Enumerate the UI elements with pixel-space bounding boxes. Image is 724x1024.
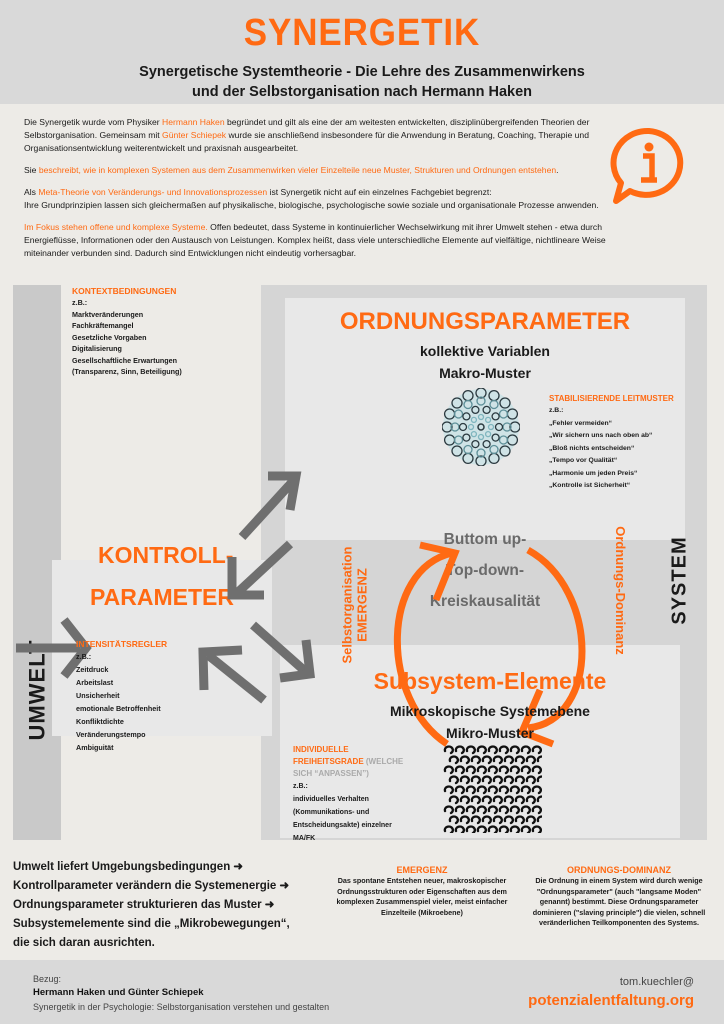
list-item: „Fehler vermeiden“ bbox=[549, 419, 613, 427]
text: FREIHEITSGRADE bbox=[293, 757, 364, 766]
text: begründet und gilt als eine der am weitesten entwickelten, disziplinübergreifenden Theorien der Selbstorganisation. Gemeinsam mit bbox=[24, 117, 590, 140]
list-item: (Transparenz, Sinn, Beteiligung) bbox=[72, 367, 182, 376]
list-item: Konfliktdichte bbox=[76, 717, 124, 726]
subtitle-line: Synergetische Systemtheorie - Die Lehre des Zusammenwirkens bbox=[139, 64, 585, 80]
list-item: „Harmonie um jeden Preis“ bbox=[549, 469, 638, 477]
leopard-spot bbox=[500, 807, 508, 813]
leopard-spot bbox=[522, 787, 530, 793]
leopard-spot bbox=[538, 757, 542, 763]
reference-label: Bezug: bbox=[33, 974, 62, 984]
leopard-spot bbox=[489, 787, 497, 793]
summary-text bbox=[13, 858, 323, 953]
highlight: Hermann Haken bbox=[162, 117, 225, 127]
leopard-spot bbox=[461, 777, 469, 783]
arrow-to-kontroll-icon bbox=[237, 544, 290, 593]
text: Ihre Grundprinzipien lassen sich gleichermaßen auf physikalische, biologische, psychologische sowie soziale und organisationale Prozesse anwenden. bbox=[24, 200, 599, 210]
subsystem-subtitle bbox=[280, 700, 700, 744]
intensitaet-heading: INTENSITÄTSREGLER bbox=[76, 639, 168, 649]
text: Kontrollparameter verändern die Systemenergie ➜ bbox=[13, 880, 290, 892]
list-item: „Tempo vor Qualität“ bbox=[549, 457, 618, 464]
leopard-spot bbox=[527, 797, 535, 803]
text: Sie bbox=[24, 165, 39, 175]
list-item: z.B.: bbox=[293, 783, 308, 790]
emergenz-definition bbox=[332, 864, 512, 918]
leopard-spot bbox=[538, 797, 542, 803]
text: EMERGENZ bbox=[355, 568, 370, 642]
list-item: „Wir sichern uns nach oben ab“ bbox=[549, 432, 653, 439]
list-item: (Kommunikations- und bbox=[293, 809, 370, 816]
leopard-pattern-image bbox=[436, 745, 542, 833]
leopard-spot bbox=[500, 747, 508, 753]
list-item: Ambiguität bbox=[76, 743, 114, 752]
leopard-spot bbox=[516, 797, 524, 803]
leopard-spot bbox=[533, 827, 541, 833]
leopard-spot bbox=[467, 767, 475, 773]
leopard-spot bbox=[478, 807, 486, 813]
leopard-spot bbox=[445, 807, 453, 813]
leopard-spot bbox=[527, 757, 535, 763]
list-item: „Bloß nichts entscheiden“ bbox=[549, 444, 635, 452]
arrow-to-subsystem-icon bbox=[253, 625, 306, 672]
umwelt-label: UMWELT bbox=[24, 639, 49, 741]
leopard-spot bbox=[522, 767, 530, 773]
text: SICH “ANPASSEN”) bbox=[293, 769, 369, 778]
highlight: Meta-Theorie von Veränderungs- und Innovationsprozessen bbox=[38, 187, 268, 197]
leopard-spot bbox=[489, 827, 497, 833]
text: Als bbox=[24, 187, 39, 197]
leopard-spot bbox=[522, 807, 530, 813]
highlight: beschreibt, wie in komplexen Systemen aus dem Zusammenwirken vieler Einzelteile neue Muster, Strukturen und Ordnungen entstehen bbox=[38, 165, 557, 175]
leopard-spot bbox=[511, 807, 519, 813]
text: . bbox=[556, 165, 559, 175]
leopard-spot bbox=[478, 747, 486, 753]
leopard-spot bbox=[472, 777, 480, 783]
leopard-spot bbox=[505, 757, 513, 763]
footer bbox=[0, 960, 724, 1024]
list-item: Zeitdruck bbox=[76, 665, 109, 674]
leopard-spot bbox=[522, 747, 530, 753]
leopard-spot bbox=[511, 747, 519, 753]
text: kollektive Variablen bbox=[420, 343, 550, 359]
leopard-spot bbox=[538, 817, 542, 823]
kontext-heading: KONTEXTBEDINGUNGEN bbox=[72, 286, 177, 296]
leopard-spot bbox=[494, 777, 502, 783]
dominanz-heading: ORDNUNGS-DOMINANZ bbox=[567, 865, 671, 875]
leopard-spot bbox=[461, 757, 469, 763]
text: (WELCHE bbox=[363, 757, 404, 766]
reference-authors: Hermann Haken und Günter Schiepek bbox=[33, 987, 204, 998]
contact-email[interactable]: tom.kuechler@ bbox=[619, 976, 694, 988]
leopard-spot bbox=[483, 777, 491, 783]
intensitaet-list bbox=[76, 650, 256, 754]
page-title: SYNERGETIK bbox=[243, 12, 481, 54]
leopard-spot bbox=[527, 777, 535, 783]
heading-line bbox=[293, 756, 423, 768]
text: wurde sie anschließend insbesondere für die Anwendung in Beratung, Coaching, Therapie und Organisationsentwicklung weiterentwickelt und praxisnah ausgearbeitet. bbox=[24, 130, 589, 153]
list-item: Digitalisierung bbox=[72, 344, 122, 353]
text: Ordnungsparameter strukturieren das Muster ➜ bbox=[13, 899, 275, 911]
text: ist Synergetik nicht auf ein einzelnes Fachgebiet begrenzt: bbox=[267, 187, 492, 197]
text: die sich daran ausrichten. bbox=[13, 937, 155, 949]
leopard-spot bbox=[527, 817, 535, 823]
leopard-spot bbox=[522, 827, 530, 833]
list-item: Marktveränderungen bbox=[72, 309, 144, 319]
list-item: Gesetzliche Vorgaben bbox=[72, 332, 147, 342]
leopard-spot bbox=[483, 797, 491, 803]
leopard-spot bbox=[489, 747, 497, 753]
freiheit-heading bbox=[293, 744, 423, 780]
text: Buttom up- bbox=[443, 531, 527, 548]
subsystem-title: Subsystem-Elemente bbox=[373, 668, 607, 694]
dominanz-text: Die Ordnung in einem System wird durch wenige "Ordnungsparameter" (auch "langsame Moden" genannt) bestimmt. Diese Ordnungsparameter dominieren ("slaving principle") die vielen, schnell veränderlichen Teilkomponenten des Systems. bbox=[532, 876, 706, 927]
leopard-spot bbox=[472, 817, 480, 823]
leopard-spot bbox=[450, 777, 458, 783]
reference bbox=[33, 972, 329, 1014]
highlight: Günter Schiepek bbox=[162, 130, 227, 140]
leopard-spot bbox=[494, 757, 502, 763]
text: Offen bedeutet, dass Systeme in kontinuierlicher Wechselwirkung mit ihrer Umwelt stehen - etwa durch Energieflüsse, Informationen oder den Austausch von Leistungen. Komplex heißt, dass viele unterschiedliche Elemente auf vielfältige, nichtlineare Weise miteinander verbunden sind. Dadurch sind Entwicklungen nicht eindeutig vorhersagbar. bbox=[24, 222, 606, 258]
list-item: Entscheidungsakte) einzelner bbox=[293, 822, 392, 829]
leopard-spot bbox=[456, 767, 464, 773]
leopard-spot bbox=[494, 817, 502, 823]
ordnungs-dominanz-label: Ordnungs-Dominanz bbox=[612, 525, 628, 655]
reference-book: Synergetik in der Psychologie: Selbstorganisation verstehen und gestalten bbox=[33, 1002, 330, 1012]
list-item: emotionale Betroffenheit bbox=[76, 704, 161, 713]
leopard-spot bbox=[456, 747, 464, 753]
leopard-spot bbox=[533, 787, 541, 793]
leopard-spot bbox=[456, 827, 464, 833]
contact bbox=[528, 976, 694, 1009]
leopard-spot bbox=[511, 787, 519, 793]
subtitle-line: und der Selbstorganisation nach Hermann Haken bbox=[191, 84, 532, 100]
text: Top-down- bbox=[445, 562, 525, 579]
contact-website-link[interactable]: potenzialentfaltung.org bbox=[528, 992, 694, 1009]
leopard-spot bbox=[489, 767, 497, 773]
leopard-spot bbox=[516, 817, 524, 823]
leopard-spot bbox=[538, 777, 542, 783]
leopard-spot bbox=[472, 757, 480, 763]
leopard-spot bbox=[456, 807, 464, 813]
list-item: Unsicherheit bbox=[76, 691, 120, 700]
leopard-spot bbox=[472, 797, 480, 803]
list-item: Veränderungstempo bbox=[76, 730, 146, 739]
leopard-spot bbox=[445, 767, 453, 773]
leopard-spot bbox=[445, 787, 453, 793]
leopard-spot bbox=[500, 827, 508, 833]
list-item: z.B.: bbox=[72, 298, 88, 307]
text: Selbstorganisation bbox=[340, 546, 355, 664]
arrow-head-icon bbox=[420, 545, 455, 600]
leopard-spot bbox=[461, 817, 469, 823]
ordnungsparameter-title: ORDNUNGSPARAMETER bbox=[339, 308, 631, 335]
intensitaetsregler bbox=[76, 638, 256, 754]
leopard-spot bbox=[478, 827, 486, 833]
text: Kreiskausalität bbox=[429, 593, 541, 610]
leopard-spot bbox=[456, 787, 464, 793]
leopard-spot bbox=[478, 787, 486, 793]
leopard-spot bbox=[467, 827, 475, 833]
leopard-spot bbox=[505, 817, 513, 823]
list-item: Arbeitslast bbox=[76, 678, 114, 687]
text: KONTROLL- bbox=[98, 542, 234, 568]
list-item: individuelles Verhalten bbox=[293, 796, 369, 803]
leopard-spot bbox=[505, 777, 513, 783]
leopard-spot bbox=[483, 757, 491, 763]
list-item: Gesellschaftliche Erwartungen bbox=[72, 355, 178, 365]
text: PARAMETER bbox=[90, 584, 234, 610]
emergenz-heading: EMERGENZ bbox=[396, 865, 448, 875]
leopard-spot bbox=[450, 757, 458, 763]
leopard-spot bbox=[467, 807, 475, 813]
leopard-spot bbox=[467, 787, 475, 793]
text: Mikro-Muster bbox=[446, 725, 534, 741]
leopard-spot bbox=[467, 747, 475, 753]
leitmuster-heading: STABILISIERENDE LEITMUSTER bbox=[549, 394, 674, 403]
highlight: Im Fokus stehen offene und komplexe Systeme. bbox=[24, 222, 208, 232]
leopard-spot bbox=[461, 797, 469, 803]
leopard-spot bbox=[533, 767, 541, 773]
dominanz-definition bbox=[524, 864, 714, 929]
list-item: Fachkräftemangel bbox=[72, 321, 134, 330]
leopard-spot bbox=[516, 757, 524, 763]
system-label: SYSTEM bbox=[668, 535, 691, 625]
text: Mikroskopische Systemebene bbox=[390, 703, 590, 719]
leopard-spot bbox=[489, 807, 497, 813]
leopard-spot bbox=[478, 767, 486, 773]
leopard-spot bbox=[511, 827, 519, 833]
leopard-spot bbox=[450, 797, 458, 803]
freiheitsgrade bbox=[293, 744, 423, 845]
leopard-spot bbox=[494, 797, 502, 803]
list-item: z.B.: bbox=[76, 652, 92, 661]
freiheit-list bbox=[293, 780, 423, 845]
text: Subsystemelemente sind die „Mikrobewegungen“, bbox=[13, 918, 290, 930]
list-item: z.B.: bbox=[549, 407, 564, 414]
leopard-spot bbox=[450, 817, 458, 823]
leopard-spot bbox=[533, 807, 541, 813]
text: INDIVIDUELLE bbox=[293, 745, 349, 754]
text: Makro-Muster bbox=[439, 365, 531, 381]
leopard-spot bbox=[500, 767, 508, 773]
leopard-spot bbox=[505, 797, 513, 803]
emergenz-text: Das spontane Entstehen neuer, makroskopischer Ordnungsstrukturen oder Eigenschaften aus dem komplexen Zusammenspiel vieler, meist einfacher Einzelteile (Mikroebene) bbox=[336, 876, 508, 917]
leopard-spot bbox=[516, 777, 524, 783]
leopard-spot bbox=[511, 767, 519, 773]
text: Die Synergetik wurde vom Physiker bbox=[24, 117, 163, 127]
leopard-spot bbox=[445, 747, 453, 753]
text: Umwelt liefert Umgebungsbedingungen ➜ bbox=[13, 861, 244, 873]
leopard-spot bbox=[483, 817, 491, 823]
leopard-spot bbox=[533, 747, 541, 753]
leopard-spot bbox=[445, 827, 453, 833]
leopard-spot bbox=[500, 787, 508, 793]
list-item: „Kontrolle ist Sicherheit“ bbox=[549, 482, 631, 489]
list-item: MA/FK bbox=[293, 835, 316, 842]
